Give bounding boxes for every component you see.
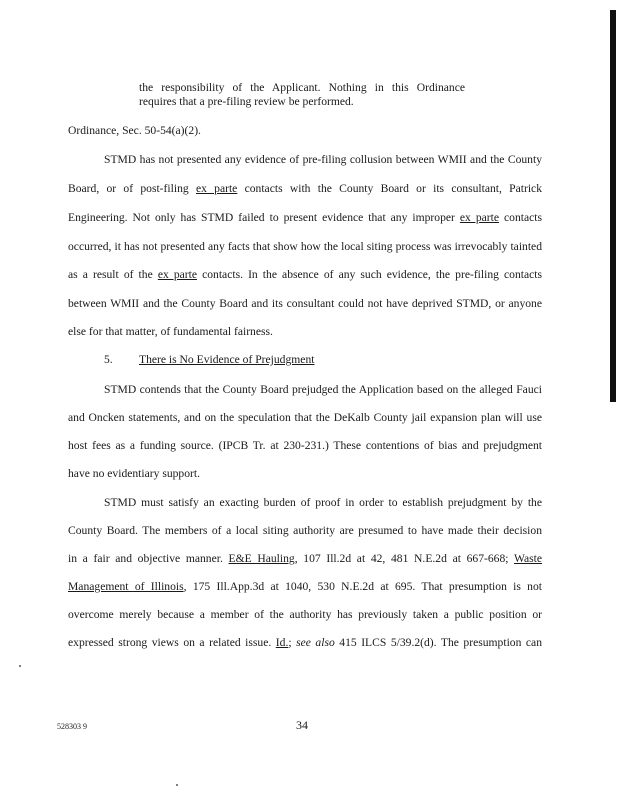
scan-speck: [19, 665, 21, 667]
scan-speck: [176, 784, 178, 786]
paragraph-line: occurred, it has not presented any facts that show how the local siting process was irrevocably tainted: [68, 240, 542, 253]
block-quote-line: the responsibility of the Applicant. Nothing in this Ordinance: [139, 81, 465, 94]
case-citation: Management of Illinois: [68, 580, 184, 593]
ex-parte-term: ex parte: [195, 182, 238, 195]
ex-parte-term: ex parte: [157, 268, 198, 281]
ex-parte-term: ex parte: [459, 211, 500, 224]
paragraph-line: in a fair and objective manner. E&E Hauling, 107 Ill.2d at 42, 481 N.E.2d at 667-668; Waste: [68, 552, 542, 565]
block-quote: [139, 81, 465, 109]
paragraph-line: host fees as a funding source. (IPCB Tr. at 230-231.) These contentions of bias and prejudgment: [68, 439, 542, 452]
paragraph-line: have no evidentiary support.: [68, 467, 201, 480]
paragraph-line: County Board. The members of a local siting authority are presumed to have made their decision: [68, 524, 542, 537]
block-quote-line: requires that a pre-filing review be performed.: [139, 95, 354, 108]
paragraph-line: Board, or of post-filing ex parte contacts with the County Board or its consultant, Patrick: [68, 182, 542, 195]
scan-edge-bar: [610, 10, 616, 402]
case-citation: Waste: [513, 552, 542, 565]
paragraph-line: expressed strong views on a related issue. Id.; see also 415 ILCS 5/39.2(d). The presumption can: [68, 636, 542, 649]
case-citation: E&E Hauling: [228, 552, 295, 565]
paragraph-line: Management of Illinois, 175 Ill.App.3d at 1040, 530 N.E.2d at 695. That presumption is not: [68, 580, 542, 593]
see-also-signal: see also: [296, 636, 335, 649]
paragraph-line: as a result of the ex parte contacts. In the absence of any such evidence, the pre-filing contacts: [68, 268, 542, 281]
ordinance-citation: Ordinance, Sec. 50-54(a)(2).: [68, 124, 201, 137]
paragraph-line: STMD must satisfy an exacting burden of proof in order to establish prejudgment by the: [104, 496, 542, 509]
paragraph-line: STMD contends that the County Board prejudged the Application based on the alleged Fauci: [104, 383, 542, 396]
paragraph-line: overcome merely because a member of the authority has previously taken a public position or: [68, 608, 542, 621]
paragraph-line: Engineering. Not only has STMD failed to present evidence that any improper ex parte contacts: [68, 211, 542, 224]
page-number: 34: [296, 718, 308, 732]
section-heading: There is No Evidence of Prejudgment: [139, 353, 315, 366]
paragraph-line: else for that matter, of fundamental fairness.: [68, 325, 273, 338]
footer-document-id: 528303 9: [57, 722, 87, 731]
paragraph-line: and Oncken statements, and on the speculation that the DeKalb County jail expansion plan will use: [68, 411, 542, 424]
id-citation: Id.: [275, 636, 289, 649]
paragraph-line: STMD has not presented any evidence of pre-filing collusion between WMII and the County: [104, 153, 542, 166]
section-number: 5.: [104, 353, 113, 366]
paragraph-line: between WMII and the County Board and its consultant could not have deprived STMD, or anyone: [68, 297, 542, 310]
